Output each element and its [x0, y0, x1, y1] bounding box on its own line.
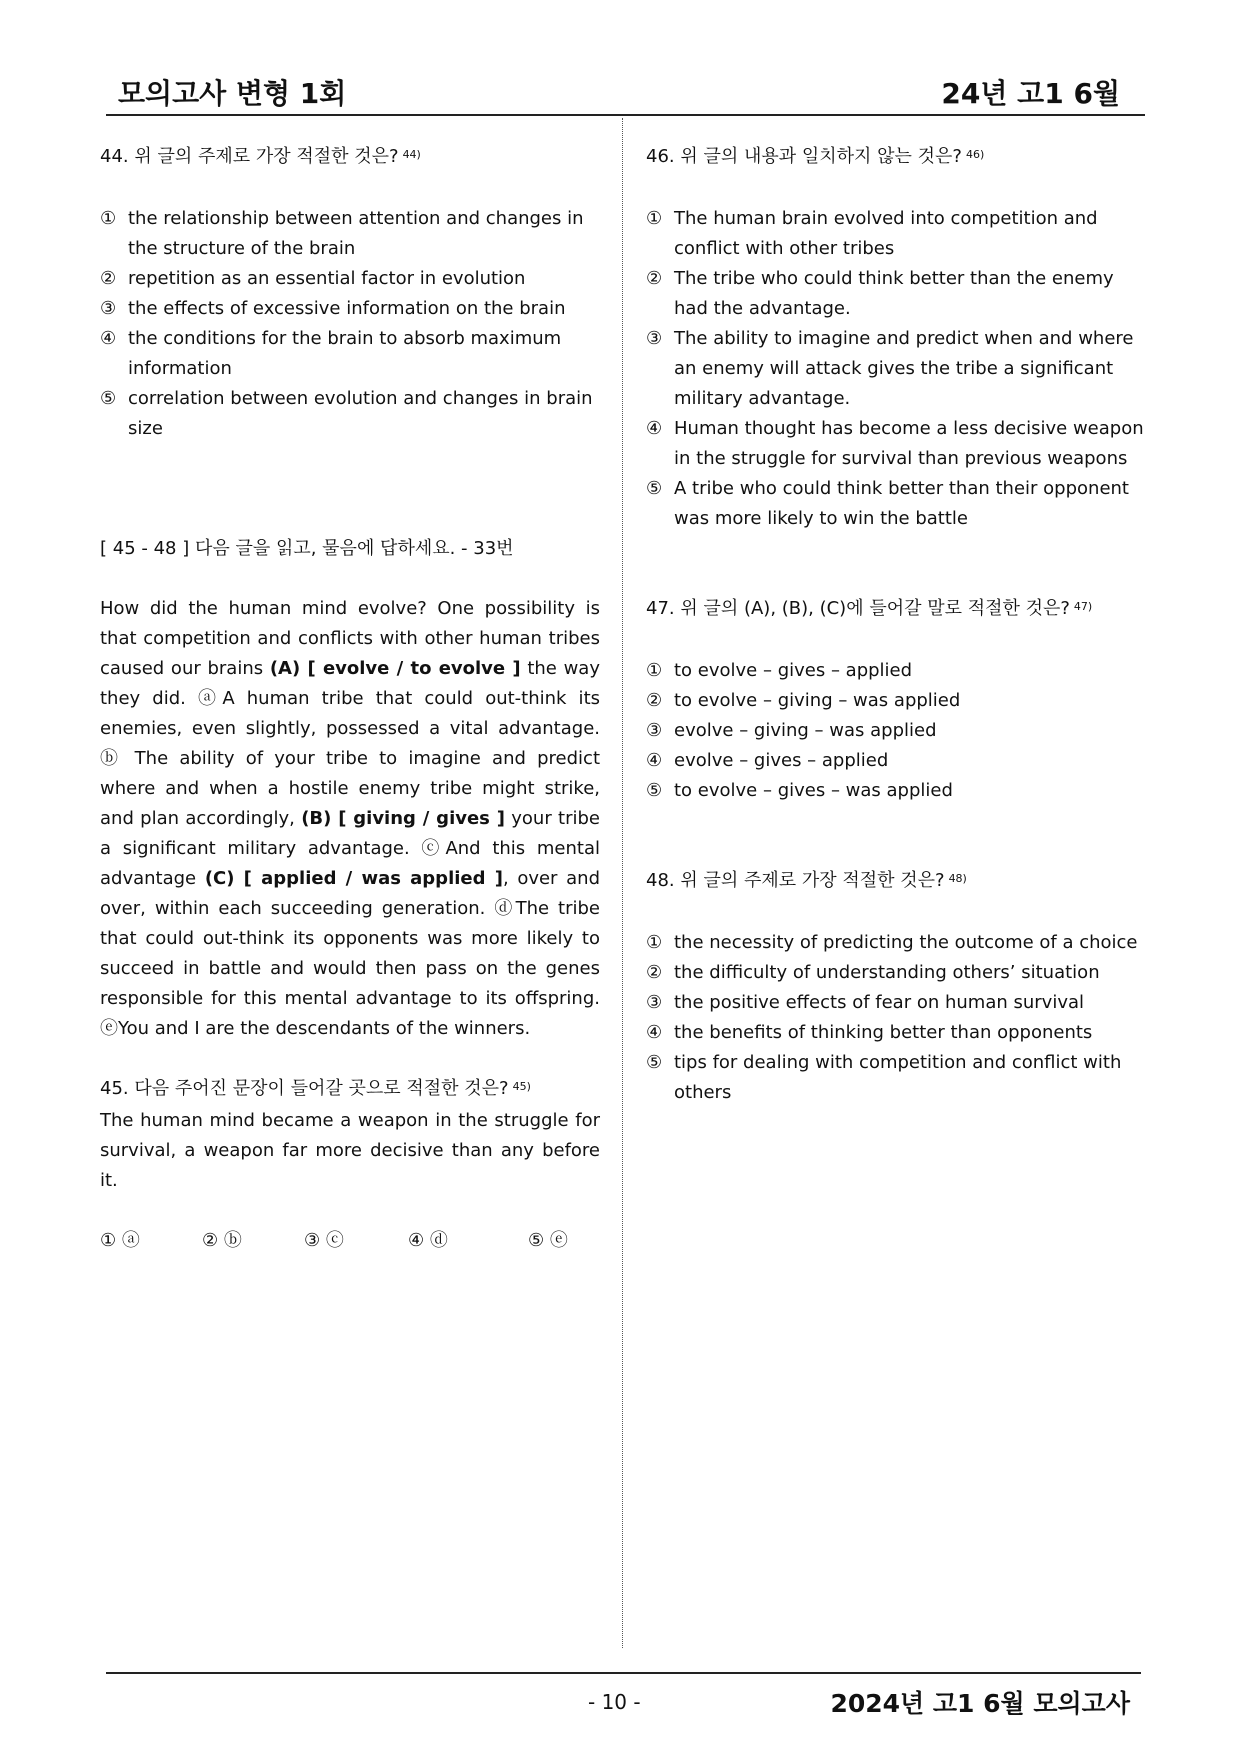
question-47-text: 47. 위 글의 (A), (B), (C)에 들어갈 말로 적절한 것은?	[646, 598, 1070, 619]
passage-text-3: your tribe a significant military advantage. ⓒAnd this mental advantage	[100, 808, 600, 889]
question-45-sentence: The human mind became a weapon in the struggle for survival, a weapon far more decisive than any before it.	[100, 1110, 600, 1191]
blank-b: (B) [ giving / gives ]	[301, 808, 505, 829]
exam-title: 모의고사 변형 1회	[118, 77, 347, 110]
option-47-2: ② to evolve – giving – was applied	[646, 690, 961, 711]
option-47-4: ④ evolve – gives – applied	[646, 750, 889, 771]
option-44-4: ④ the conditions for the brain to absorb maximum information	[100, 328, 562, 379]
passage-text-2: the way they did. ⓐA human tribe that could out-think its enemies, even slightly, possessed a vital advantage. ⓑ The ability of your tribe to imagine and predict where and when a hostile enemy tribe might strike, and plan accordingly,	[100, 658, 600, 829]
right-column	[646, 142, 1151, 1108]
choice-45-3: ③ ⓒ	[304, 1230, 344, 1251]
option-44-5: ⑤ correlation between evolution and changes in brain size	[100, 388, 593, 439]
question-44-title	[100, 142, 600, 174]
option-44-3: ③ the effects of excessive information on the brain	[100, 298, 566, 319]
exam-date: 24년 고1 6월	[941, 77, 1120, 110]
reading-passage	[100, 594, 600, 1044]
option-48-1: ① the necessity of predicting the outcome of a choice	[646, 932, 1138, 953]
page-number: - 10 -	[588, 1690, 641, 1714]
option-47-5: ⑤ to evolve – gives – was applied	[646, 780, 953, 801]
question-48-title	[646, 866, 1151, 898]
passage-text-4: , over and over, within each succeeding generation. ⓓThe tribe that could out-think its opponents was more likely to succeed in battle and would then pass on the genes responsible for this mental advantage to its offspring. ⓔYou and I are the descendants of the winners.	[100, 868, 600, 1039]
section-heading: [ 45 - 48 ] 다음 글을 읽고, 물음에 답하세요. - 33번	[100, 538, 514, 559]
option-46-2: ② The tribe who could think better than the enemy had the advantage.	[646, 268, 1114, 319]
option-46-1: ① The human brain evolved into competition and conflict with other tribes	[646, 208, 1098, 259]
blank-a: (A) [ evolve / to evolve ]	[269, 658, 521, 679]
option-46-5: ⑤ A tribe who could think better than their opponent was more likely to win the battle	[646, 478, 1129, 529]
question-44-options	[100, 204, 600, 444]
option-44-1: ① the relationship between attention and changes in the structure of the brain	[100, 208, 584, 259]
question-48-options	[646, 928, 1151, 1108]
footnote-48: 48)	[948, 872, 967, 885]
footer-rule	[106, 1672, 1141, 1674]
option-46-3: ③ The ability to imagine and predict when and where an enemy will attack gives the tribe a significant military advantage.	[646, 328, 1134, 409]
choice-45-2: ② ⓑ	[202, 1230, 242, 1251]
footnote-45: 45)	[512, 1080, 531, 1093]
question-47-title	[646, 594, 1151, 626]
question-44-text: 44. 위 글의 주제로 가장 적절한 것은?	[100, 146, 399, 167]
option-47-3: ③ evolve – giving – was applied	[646, 720, 937, 741]
option-48-2: ② the difficulty of understanding others’ situation	[646, 962, 1100, 983]
left-column	[100, 142, 600, 1256]
option-48-3: ③ the positive effects of fear on human survival	[646, 992, 1085, 1013]
option-47-1: ① to evolve – gives – applied	[646, 660, 913, 681]
question-46-text: 46. 위 글의 내용과 일치하지 않는 것은?	[646, 146, 962, 167]
blank-c: (C) [ applied / was applied ]	[204, 868, 503, 889]
choice-45-4: ④ ⓓ	[408, 1230, 448, 1251]
column-divider	[622, 118, 623, 1648]
option-48-4: ④ the benefits of thinking better than opponents	[646, 1022, 1093, 1043]
question-46-options	[646, 204, 1151, 534]
question-46-title	[646, 142, 1151, 174]
passage-text-1: How did the human mind evolve? One possibility is that competition and conflicts with other human tribes caused our brains	[100, 598, 600, 679]
question-45-title	[100, 1074, 600, 1106]
question-48-text: 48. 위 글의 주제로 가장 적절한 것은?	[646, 870, 945, 891]
footnote-44: 44)	[402, 148, 421, 161]
question-45-choices	[100, 1226, 600, 1256]
footnote-46: 46)	[965, 148, 985, 161]
question-45-text: 45. 다음 주어진 문장이 들어갈 곳으로 적절한 것은?	[100, 1078, 509, 1099]
footer-title: 2024년 고1 6월 모의고사	[830, 1689, 1130, 1718]
choice-45-5: ⑤ ⓔ	[528, 1230, 568, 1251]
choice-45-1: ① ⓐ	[100, 1230, 140, 1251]
option-48-5: ⑤ tips for dealing with competition and conflict with others	[646, 1052, 1122, 1103]
footnote-47: 47)	[1073, 600, 1093, 613]
question-47-options	[646, 656, 1151, 806]
option-46-4: ④ Human thought has become a less decisive weapon in the struggle for survival than previous weapons	[646, 418, 1144, 469]
option-44-2: ② repetition as an essential factor in evolution	[100, 268, 526, 289]
header-rule	[106, 114, 1145, 116]
